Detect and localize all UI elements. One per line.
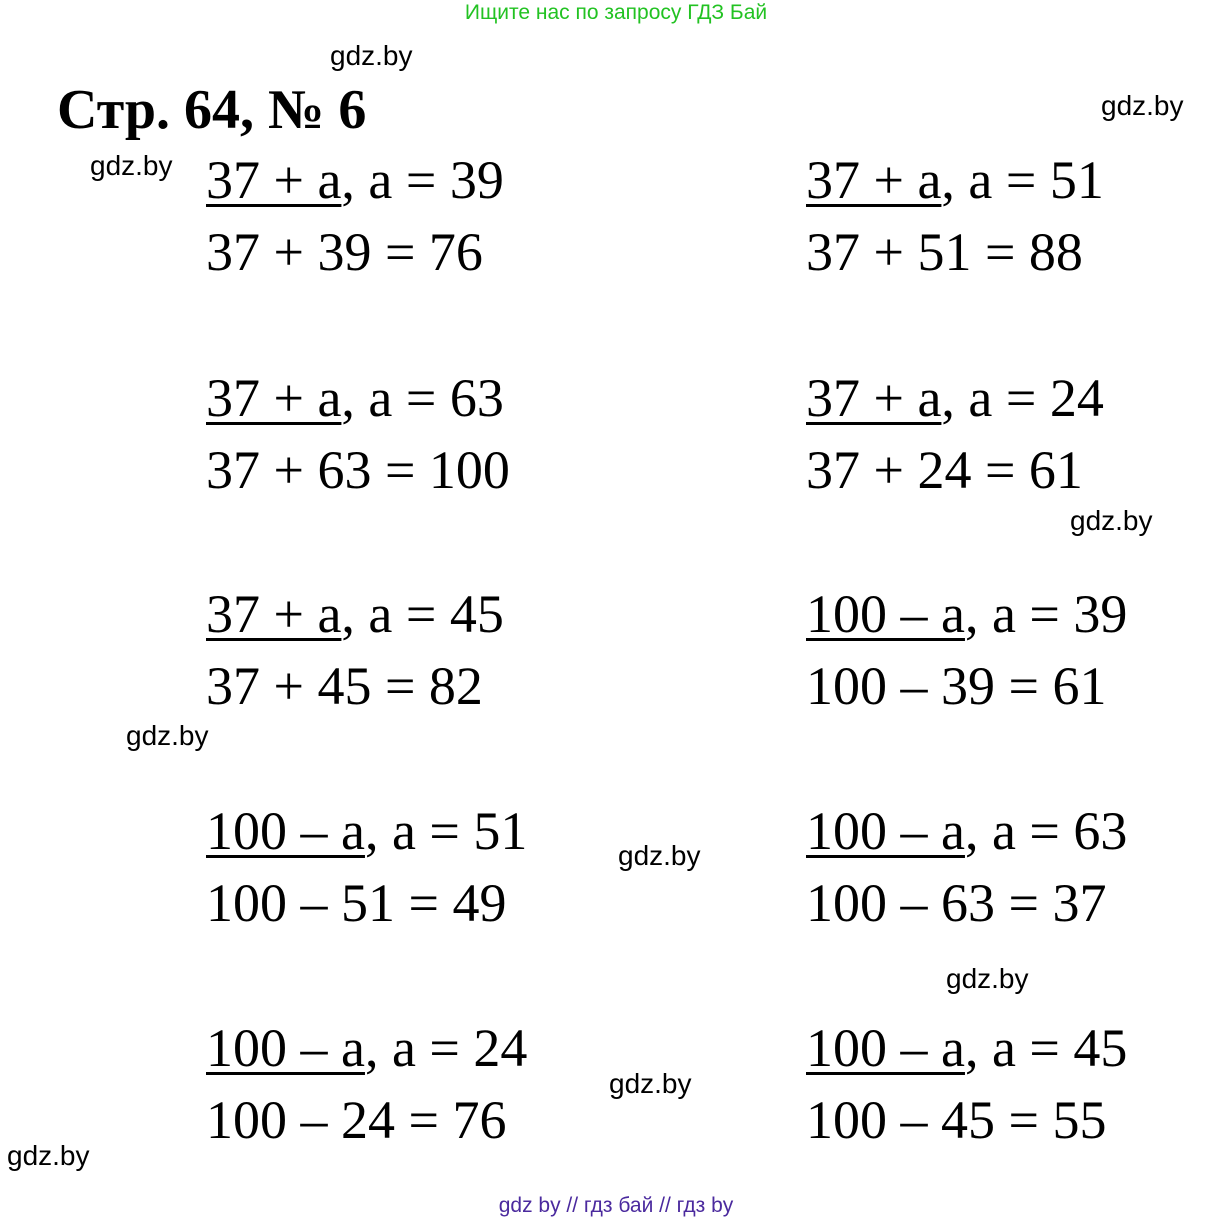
problem-block [206, 368, 510, 500]
problem-solution: 100 – 39 = 61 [806, 656, 1107, 716]
watermark: gdz.by [618, 840, 701, 871]
watermark: gdz.by [330, 40, 413, 71]
problem-solution: 100 – 24 = 76 [206, 1090, 507, 1150]
problem-solution: 37 + 63 = 100 [206, 440, 510, 500]
problem-block [806, 801, 1127, 933]
problem-statement [806, 150, 1104, 210]
condition: , a = 24 [364, 1018, 528, 1078]
problem-statement [206, 368, 510, 428]
expression: 37 + a [206, 584, 342, 644]
problem-statement [806, 1018, 1127, 1078]
problem-statement [206, 1018, 527, 1078]
problem-statement [206, 150, 504, 210]
problem-solution: 37 + 45 = 82 [206, 656, 483, 716]
condition: , a = 45 [964, 1018, 1128, 1078]
expression: 100 – a [206, 1018, 365, 1078]
condition: , a = 39 [341, 150, 504, 210]
search-banner: Ищите нас по запросу ГДЗ Бай [464, 1, 768, 24]
watermark: gdz.by [126, 720, 209, 751]
watermark: gdz.by [946, 963, 1029, 994]
watermark: gdz.by [7, 1140, 90, 1171]
watermark: gdz.by [1101, 90, 1184, 121]
condition: , a = 63 [341, 368, 504, 428]
expression: 100 – a [806, 801, 965, 861]
expression: 37 + a [206, 368, 342, 428]
problem-solution: 100 – 63 = 37 [806, 873, 1107, 933]
problem-block [806, 584, 1127, 716]
watermark: gdz.by [609, 1068, 692, 1099]
problem-block [806, 1018, 1127, 1150]
watermark: gdz.by [1070, 505, 1153, 536]
condition: , a = 63 [964, 801, 1128, 861]
expression: 37 + a [206, 150, 342, 210]
page-title: Стр. 64, № 6 [57, 79, 367, 141]
problem-solution: 37 + 24 = 61 [806, 440, 1083, 500]
problem-statement [806, 368, 1104, 428]
problem-solution: 37 + 51 = 88 [806, 222, 1083, 282]
problem-solution: 100 – 51 = 49 [206, 873, 507, 933]
problem-solution: 37 + 39 = 76 [206, 222, 483, 282]
problem-block [206, 150, 504, 282]
expression: 37 + a [806, 150, 942, 210]
expression: 100 – a [806, 584, 965, 644]
problem-statement [206, 584, 504, 644]
problem-block [806, 150, 1104, 282]
condition: , a = 51 [364, 801, 528, 861]
condition: , a = 45 [341, 584, 504, 644]
condition: , a = 24 [941, 368, 1104, 428]
condition: , a = 51 [941, 150, 1104, 210]
condition: , a = 39 [964, 584, 1128, 644]
problem-statement [806, 801, 1127, 861]
problem-solution: 100 – 45 = 55 [806, 1090, 1107, 1150]
problem-block [806, 368, 1104, 500]
expression: 100 – a [806, 1018, 965, 1078]
expression: 37 + a [806, 368, 942, 428]
footer-links: gdz by // гдз бай // гдз by [498, 1194, 734, 1217]
problem-block [206, 1018, 527, 1150]
expression: 100 – a [206, 801, 365, 861]
watermark: gdz.by [90, 150, 173, 181]
problem-statement [806, 584, 1127, 644]
problem-statement [206, 801, 527, 861]
problem-block [206, 801, 527, 933]
problem-block [206, 584, 504, 716]
